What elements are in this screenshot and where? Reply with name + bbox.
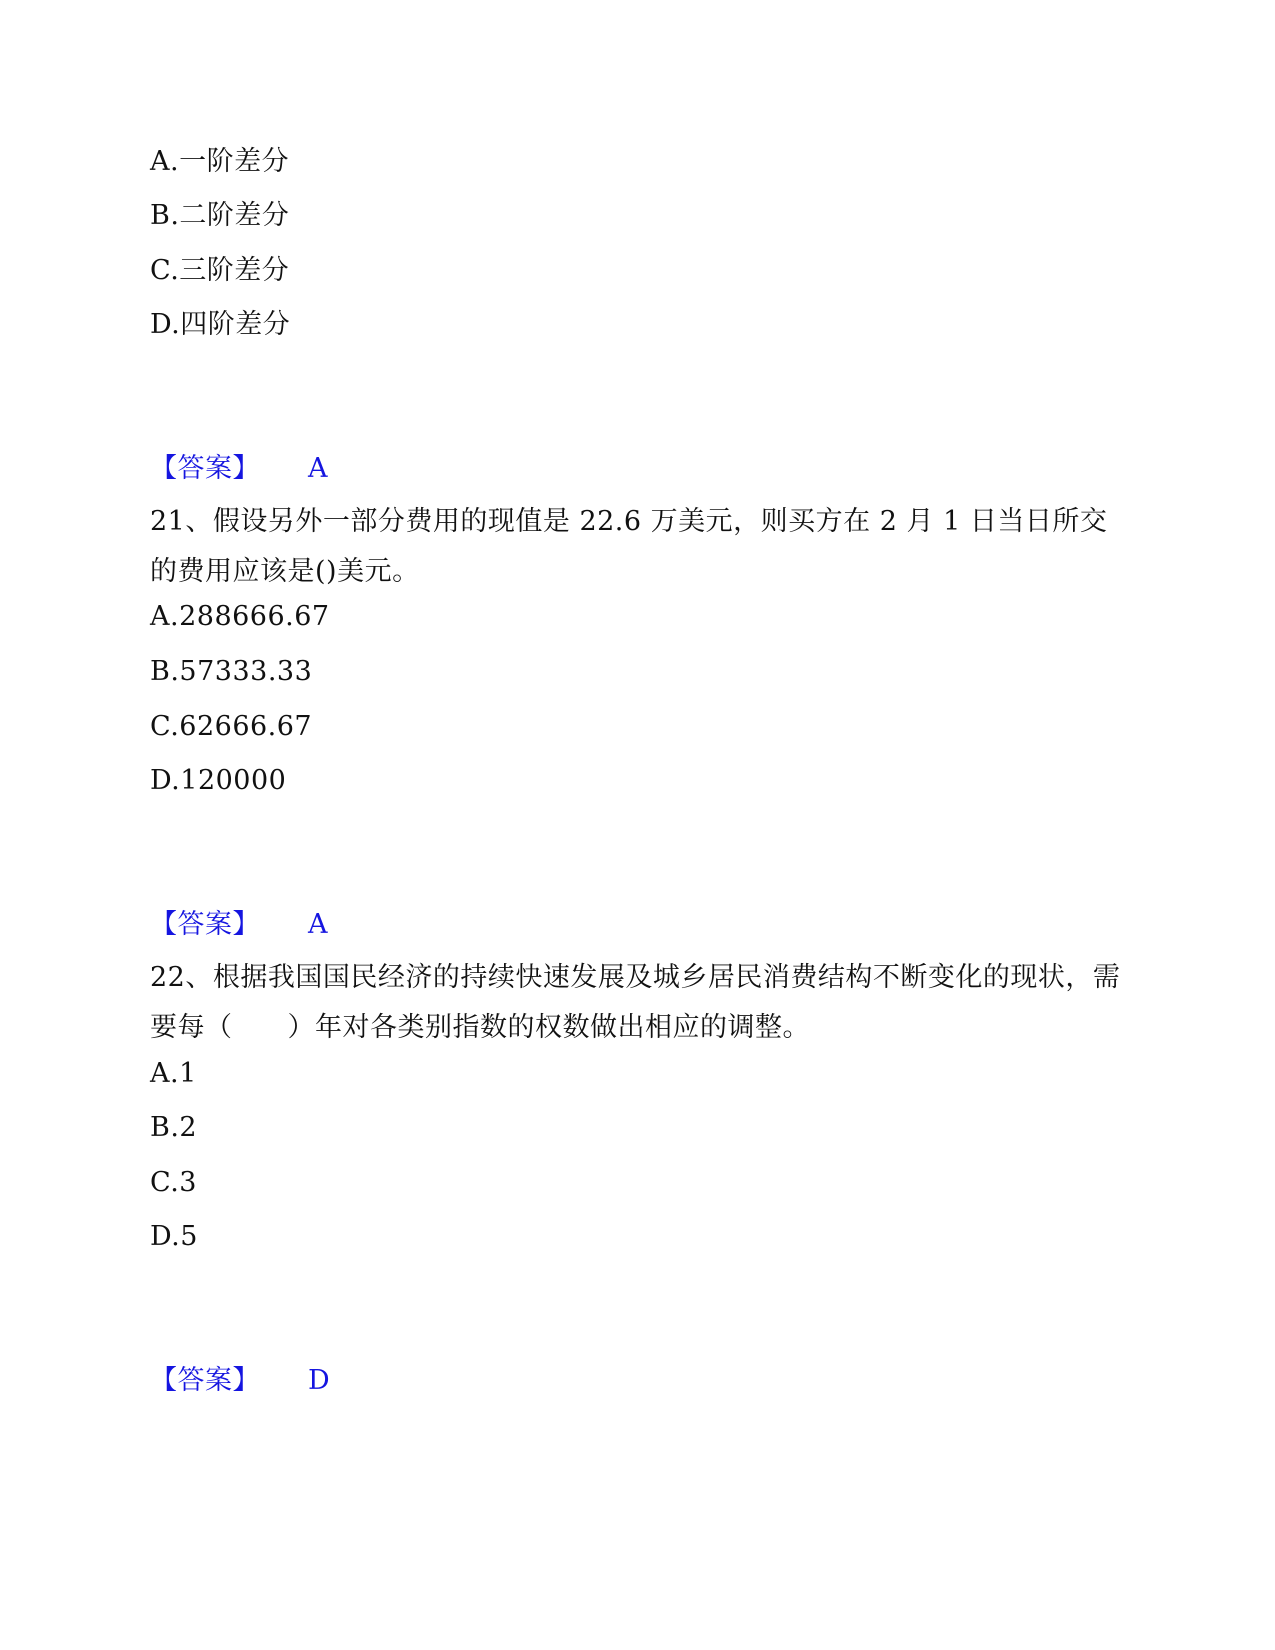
answer-label: 【答案】 [150,1365,260,1396]
q21-option-a: A.288666.67 [150,601,330,632]
q21-answer [150,908,328,942]
q21-option-c: C.62666.67 [150,711,313,742]
q20-option-b: B.二阶差分 [150,200,290,231]
q21-option-b: B.57333.33 [150,656,313,687]
answer-value: A [308,909,328,940]
answer-value: A [308,453,328,484]
answer-label: 【答案】 [150,909,260,940]
q20-answer [150,452,328,486]
q20-option-d: D.四阶差分 [150,309,291,340]
q22-answer [150,1364,330,1398]
q20-option-a: A.一阶差分 [150,146,290,177]
q22-text: 22、根据我国国民经济的持续快速发展及城乡居民消费结构不断变化的现状，需要每（ ）年对各类别指数的权数做出相应的调整。 [150,962,1121,1043]
answer-label: 【答案】 [150,453,260,484]
q21-text: 21、假设另外一部分费用的现值是 22.6 万美元，则买方在 2 月 1 日当日所交的费用应该是()美元。 [150,506,1108,587]
q22-option-c: C.3 [150,1167,197,1198]
q20-option-c: C.三阶差分 [150,255,290,286]
q21-option-d: D.120000 [150,765,287,796]
q22-option-d: D.5 [150,1221,198,1252]
q22-option-b: B.2 [150,1112,198,1143]
answer-value: D [308,1365,331,1396]
q22-option-a: A.1 [150,1058,197,1089]
